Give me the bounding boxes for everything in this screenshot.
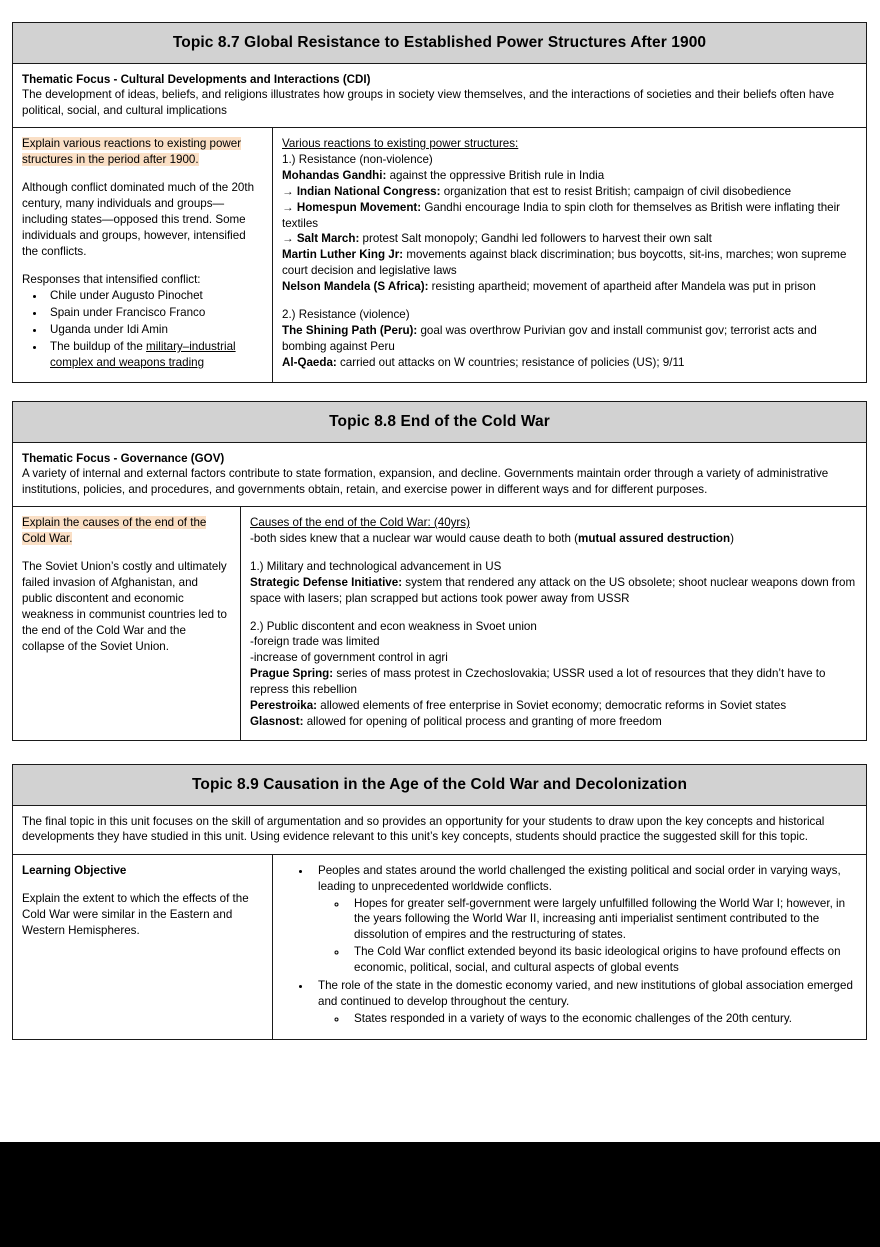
- topic-intro-text-8-9: The final topic in this unit focuses on the skill of argumentation and so provides an opportunity for your students to draw upon the key concepts and historical developments they have studied in this unit. Using evidence relevant to this unit’s key concepts, students should practice the suggested skill for this topic.: [22, 815, 825, 844]
- entry-text: goal was overthrow Purivian gov and install communist gov; terrorist acts and bombing against Peru: [282, 323, 817, 353]
- objective-paragraph-8-8: The Soviet Union’s costly and ultimately failed invasion of Afghanistan, and public discontent and economic weakness in communist countries led to the end of the Cold War and the collapse of the Soviet Union.: [22, 560, 227, 654]
- entry-term: Martin Luther King Jr:: [282, 248, 404, 262]
- topic-header-8-8: Topic 8.8 End of the Cold War: [13, 402, 866, 443]
- entry-salt-march: [282, 231, 857, 247]
- entry-term: Mohandas Gandhi:: [282, 168, 387, 182]
- entry-martin-luther-king-jr: [282, 247, 857, 279]
- entry-term: Homespun Movement:: [296, 200, 422, 214]
- content-cell-8-7: [273, 128, 866, 382]
- entry-text: allowed for opening of political process and granting of more freedom: [303, 714, 662, 728]
- entry-glasnost: [250, 714, 857, 730]
- learning-objective-paragraph: Explain the extent to which the effects of the Cold War were similar in the Eastern and Western Hemispheres.: [22, 891, 249, 937]
- entry-term: Glasnost:: [250, 714, 304, 728]
- learning-objective-cell-8-9: [13, 855, 273, 1039]
- entry-text: resisting apartheid; movement of apartheid after Mandela was put in prison: [428, 280, 816, 294]
- learning-objective-title: Learning Objective: [22, 863, 127, 877]
- entry-text: against the oppressive British rule in India: [386, 168, 605, 182]
- key-concepts-sublist: [318, 1011, 857, 1027]
- entry-mohandas-gandhi: [282, 168, 857, 184]
- entry-term: Al-Qaeda:: [282, 355, 337, 369]
- objective-highlight-text-8-8: Explain the causes of the end of the Cold War.: [22, 516, 207, 546]
- entry-perestroika: [250, 698, 857, 714]
- thematic-focus-title-8-8: Thematic Focus - Governance (GOV): [22, 452, 225, 465]
- thematic-focus-text-8-8: A variety of internal and external factors contribute to state formation, expansion, and decline. Governments maintain order through a variety of administrative institutions, policies, and procedures, and governments obtain, retain, and exercise power in different ways and for different purposes.: [22, 467, 829, 496]
- entry-shining-path: [282, 323, 857, 355]
- intensified-list-8-7: [22, 288, 263, 371]
- topic-body-8-7: [13, 128, 866, 382]
- topic-table-8-8: [12, 401, 867, 741]
- spacer: [22, 547, 231, 559]
- entry-text: movements against black discrimination; bus boycotts, sit-ins, marches; won supreme court decision and legislative laws: [282, 248, 847, 278]
- list-item: ◦ Hopes for greater self-government were largely unfulfilled following the World War I; however, in the years following the World War II, increasing anti imperialist sentiment contributed to the dissolution of empires and the restructuring of states.: [348, 896, 857, 944]
- content-heading-text-8-8: Causes of the end of the Cold War: (40yrs): [250, 516, 470, 530]
- mad-lead-line: [250, 531, 857, 547]
- entry-text: organization that est to resist British; campaign of civil disobedience: [440, 184, 792, 198]
- section-label-resistance-nonviolence: 1.) Resistance (non-violence): [282, 153, 433, 167]
- arrow-icon: →: [282, 184, 297, 198]
- topic-header-8-9: Topic 8.9 Causation in the Age of the Cold War and Decolonization: [13, 765, 866, 806]
- section-label-public-discontent: 2.) Public discontent and econ weakness in Svoet union: [250, 619, 537, 633]
- entry-term: Perestroika:: [250, 698, 318, 712]
- key-concepts-sublist: [318, 896, 857, 976]
- entry-term: Prague Spring:: [250, 667, 334, 681]
- spacer: [22, 260, 263, 272]
- thematic-focus-text-8-7: The development of ideas, beliefs, and religions illustrates how groups in society view themselves, and the interactions of societies and their beliefs often have political, social, and cultural implications: [22, 88, 835, 117]
- list-item-text: Peoples and states around the world challenged the existing political and social order in varying ways, leading to unprecedented worldwide conflicts.: [318, 863, 841, 893]
- objective-paragraph-8-7: Although conflict dominated much of the 20th century, many individuals and groups— including states—opposed this trend. Some individuals and groups, however, intensified the conflicts.: [22, 181, 255, 259]
- list-item: ◦ States responded in a variety of ways to the economic challenges of the 20th century.: [348, 1011, 857, 1027]
- entry-nelson-mandela: [282, 279, 857, 295]
- list-item: [312, 978, 857, 1027]
- learning-objective-cell-8-8: [13, 507, 241, 740]
- thematic-focus-8-7: [13, 64, 866, 128]
- entry-term: Salt March:: [296, 232, 360, 246]
- key-concepts-list: [282, 863, 857, 1027]
- list-item: [312, 863, 857, 976]
- list-item-text: The role of the state in the domestic economy varied, and new institutions of global association emerged and continued to develop throughout the century.: [318, 978, 853, 1008]
- arrow-icon: →: [282, 200, 297, 214]
- content-heading-8-8: [250, 515, 857, 531]
- section-label-resistance-violence: 2.) Resistance (violence): [282, 307, 410, 321]
- spacer: [22, 168, 263, 180]
- content-cell-8-8: [241, 507, 866, 740]
- intensified-list-title-8-7: Responses that intensified conflict:: [22, 273, 201, 287]
- dash-item-foreign-trade: -foreign trade was limited: [250, 635, 380, 649]
- dash-item-government-control: -increase of government control in agri: [250, 651, 448, 665]
- mad-lead-plain-b: ): [730, 532, 734, 546]
- content-cell-8-9: [273, 855, 866, 1039]
- entry-al-qaeda: [282, 355, 857, 371]
- entry-text: carried out attacks on W countries; resistance of policies (US); 9/11: [336, 355, 685, 369]
- entry-text: Gandhi encourage India to spin cloth for themselves as British were inflating their textiles: [282, 200, 841, 230]
- list-item: [46, 339, 263, 371]
- content-heading-text-8-7: Various reactions to existing power structures:: [282, 137, 519, 151]
- content-heading-8-7: [282, 136, 857, 152]
- list-item-text-plain: The buildup of the: [50, 340, 147, 354]
- entry-text: protest Salt monopoly; Gandhi led followers to harvest their own salt: [359, 232, 712, 246]
- entry-indian-national-congress: [282, 184, 857, 200]
- spacer: [250, 547, 857, 559]
- objective-highlight-text-8-7: Explain various reactions to existing power structures in the period after 1900.: [22, 137, 242, 167]
- topic-intro-8-9: [13, 806, 866, 855]
- entry-term: Nelson Mandela (S Africa):: [282, 280, 429, 294]
- list-item: • Uganda under Idi Amin: [46, 322, 263, 338]
- spacer: [250, 607, 857, 619]
- entry-homespun-movement: [282, 200, 857, 232]
- entry-text: series of mass protest in Czechoslovakia; USSR used a lot of resources that they didn’t have to repress this rebellion: [250, 667, 826, 697]
- entry-text: system that rendered any attack on the US obsolete; shoot nuclear weapons down from space with lasers; plan scrapped but actions took power away from USSR: [250, 575, 856, 605]
- topic-body-8-8: [13, 507, 866, 740]
- topic-table-8-9: [12, 764, 867, 1040]
- spacer: [22, 879, 263, 891]
- topic-header-8-7: Topic 8.7 Global Resistance to Established Power Structures After 1900: [13, 23, 866, 64]
- learning-objective-cell-8-7: [13, 128, 273, 382]
- objective-highlight-8-7: [22, 136, 263, 168]
- thematic-focus-title-8-7: Thematic Focus - Cultural Developments and Interactions (CDI): [22, 73, 371, 86]
- entry-term: Indian National Congress:: [296, 184, 441, 198]
- entry-term: The Shining Path (Peru):: [282, 323, 418, 337]
- topic-table-8-7: [12, 22, 867, 383]
- objective-highlight-8-8: [22, 515, 231, 547]
- list-item-text-underlined: military–industrial complex and weapons trading: [50, 340, 236, 370]
- list-item: • Chile under Augusto Pinochet: [46, 288, 263, 304]
- entry-strategic-defense-initiative: [250, 575, 857, 607]
- mad-term: mutual assured destruction: [578, 532, 731, 546]
- mad-lead-plain-a: -both sides knew that a nuclear war would cause death to both (: [250, 532, 579, 546]
- topic-body-8-9: [13, 855, 866, 1039]
- spacer: [282, 295, 857, 307]
- section-label-military-tech: 1.) Military and technological advancement in US: [250, 559, 502, 573]
- thematic-focus-8-8: [13, 443, 866, 507]
- bottom-black-band: [0, 1142, 880, 1247]
- entry-prague-spring: [250, 666, 857, 698]
- entry-text: allowed elements of free enterprise in Soviet economy; democratic reforms in Soviet states: [317, 698, 787, 712]
- list-item: ◦ The Cold War conflict extended beyond its basic ideological origins to have profound effects on economic, political, social, and cultural aspects of global events: [348, 944, 857, 976]
- list-item: • Spain under Francisco Franco: [46, 305, 263, 321]
- arrow-icon: →: [282, 232, 297, 246]
- entry-term: Strategic Defense Initiative:: [250, 575, 403, 589]
